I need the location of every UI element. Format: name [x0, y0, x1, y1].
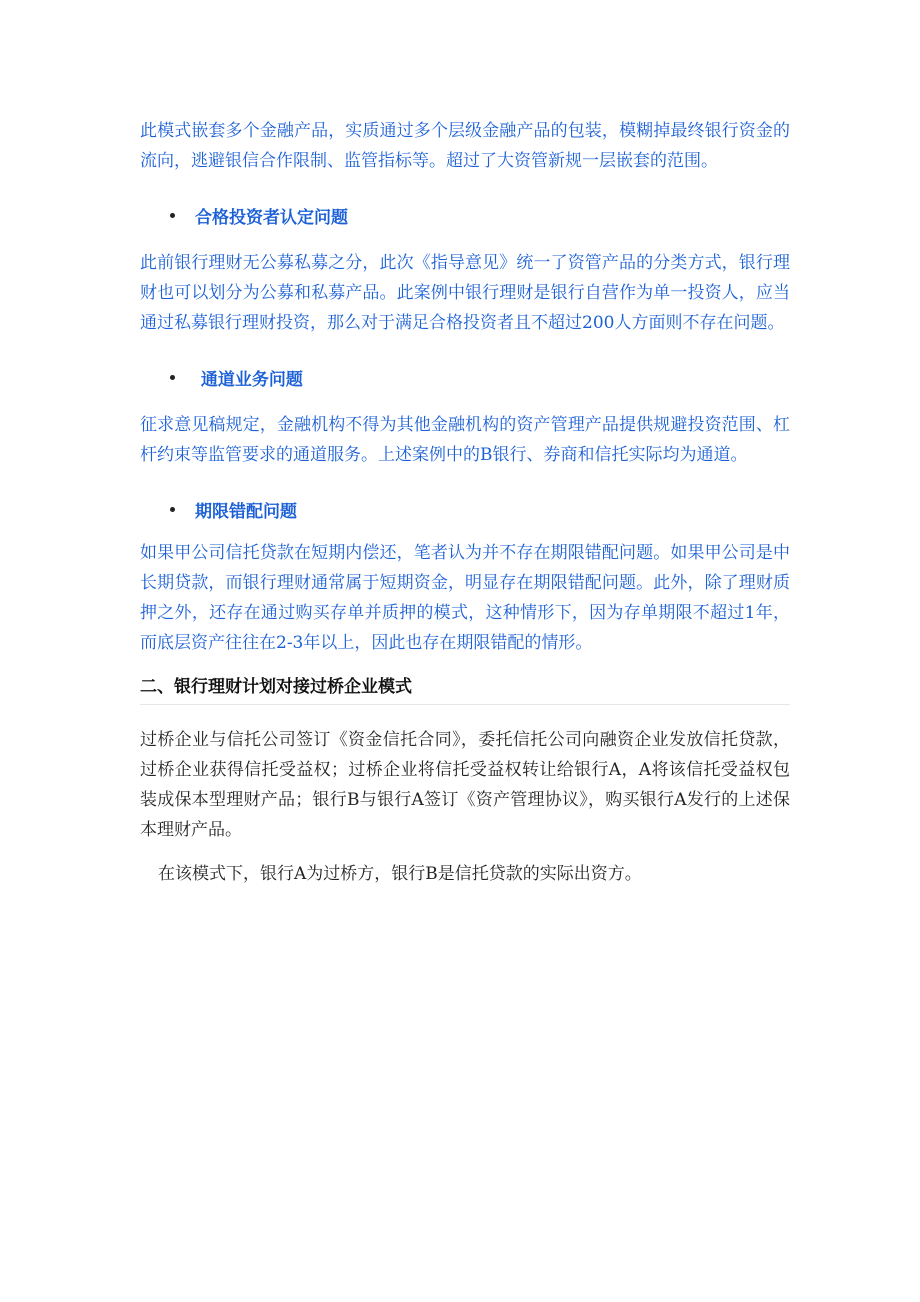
paragraph-qualified-investor: 此前银行理财无公募私募之分，此次《指导意见》统一了资管产品的分类方式，银行理财也可以划分为公募和私募产品。此案例中银行理财是银行自营作为单一投资人，应当通过私募银行理财投资，那么对于满足合格投资者且不超过200人方面则不存在问题。 [140, 253, 790, 333]
document-body [140, 112, 790, 889]
paragraph-maturity-mismatch: 如果甲公司信托贷款在短期内偿还，笔者认为并不存在期限错配问题。如果甲公司是中长期贷款，而银行理财通常属于短期资金，明显存在期限错配问题。此外，除了理财质押之外，还存在通过购买存单并质押的模式，这种情形下，因为存单期限不超过1年，而底层资产往往在2-3年以上，因此也存在期限错配的情形。 [140, 543, 790, 653]
bullet-label: 通道业务问题 [195, 369, 303, 390]
bullet-channel-business [140, 362, 790, 392]
section-heading: 二、银行理财计划对接过桥企业模式 [140, 674, 790, 705]
bullet-maturity-mismatch [140, 494, 790, 524]
paragraph-bridge-model: 过桥企业与信托公司签订《资金信托合同》，委托信托公司向融资企业发放信托贷款，过桥企业获得信托受益权；过桥企业将信托受益权转让给银行A，A将该信托受益权包装成保本型理财产品；银行B与银行A签订《资产管理协议》，购买银行A发行的上述保本理财产品。 [140, 730, 790, 840]
paragraph-bridge-summary: 在该模式下，银行A为过桥方，银行B是信托贷款的实际出资方。 [158, 864, 642, 884]
bullet-icon [170, 375, 175, 380]
paragraph-nesting: 此模式嵌套多个金融产品，实质通过多个层级金融产品的包装，模糊掉最终银行资金的流向，逃避银信合作限制、监管指标等。超过了大资管新规一层嵌套的范围。 [140, 121, 790, 171]
bullet-qualified-investor [140, 200, 790, 230]
bullet-label: 合格投资者认定问题 [195, 207, 348, 228]
bullet-label: 期限错配问题 [195, 501, 297, 522]
paragraph-channel-business: 征求意见稿规定，金融机构不得为其他金融机构的资产管理产品提供规避投资范围、杠杆约束等监管要求的通道服务。上述案例中的B银行、券商和信托实际均为通道。 [140, 415, 790, 465]
bullet-icon [170, 507, 175, 512]
bullet-icon [170, 213, 175, 218]
